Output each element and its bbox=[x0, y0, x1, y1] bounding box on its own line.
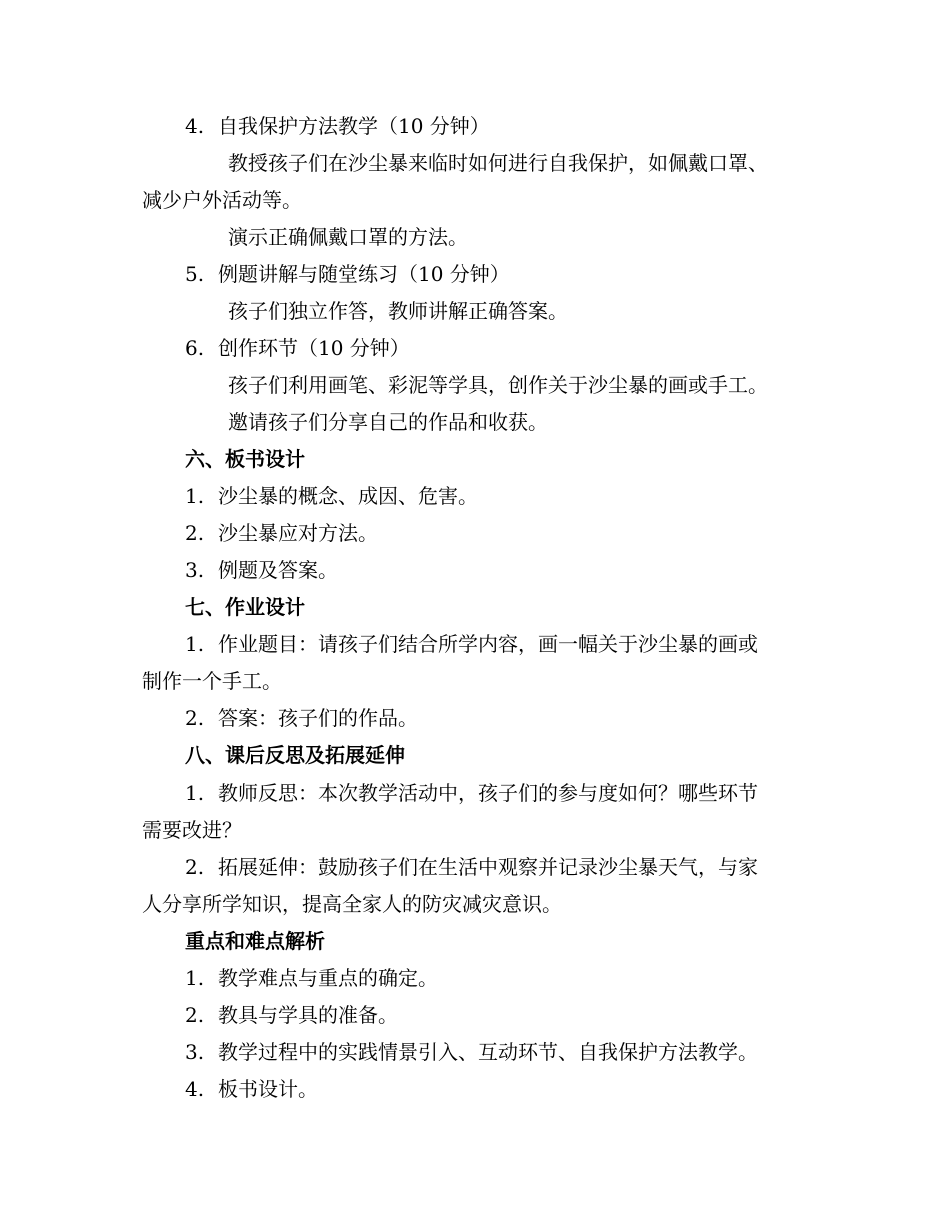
list-number: 2. bbox=[185, 855, 205, 879]
list-number: 1. bbox=[185, 966, 205, 990]
list-text: 教具与学具的准备。 bbox=[218, 1003, 398, 1027]
list-number: 2. bbox=[185, 1003, 205, 1027]
list-text: 教学难点与重点的确定。 bbox=[218, 966, 438, 990]
paragraph-line: 需要改进？ bbox=[142, 818, 242, 842]
paragraph-line: 减少户外活动等。 bbox=[142, 188, 302, 212]
list-text: 作业题目：请孩子们结合所学内容，画一幅关于沙尘暴的画或 bbox=[218, 632, 758, 656]
list-number: 1. bbox=[185, 632, 205, 656]
list-text: 例题及答案。 bbox=[218, 558, 338, 582]
section-heading-reflection: 八、课后反思及拓展延伸 bbox=[185, 743, 405, 767]
list-text: 自我保护方法教学（10 分钟） bbox=[218, 114, 490, 138]
list-item bbox=[185, 780, 758, 806]
list-number: 3. bbox=[185, 1040, 205, 1064]
list-number: 6. bbox=[185, 336, 205, 360]
list-item-creation bbox=[185, 335, 410, 361]
paragraph-line: 孩子们利用画笔、彩泥等学具，创作关于沙尘暴的画或手工。 bbox=[228, 373, 768, 397]
paragraph-line: 孩子们独立作答，教师讲解正确答案。 bbox=[228, 299, 568, 323]
list-text: 沙尘暴的概念、成因、危害。 bbox=[218, 484, 478, 508]
paragraph-line: 邀请孩子们分享自己的作品和收获。 bbox=[228, 410, 548, 434]
list-number: 2. bbox=[185, 706, 205, 730]
list-item bbox=[185, 1076, 318, 1102]
list-item-self-protection bbox=[185, 113, 490, 139]
list-number: 4. bbox=[185, 1077, 205, 1101]
list-item bbox=[185, 483, 478, 509]
list-text: 沙尘暴应对方法。 bbox=[218, 521, 378, 545]
section-heading-key-points: 重点和难点解析 bbox=[185, 929, 325, 953]
list-item bbox=[185, 854, 758, 880]
list-item bbox=[185, 1002, 398, 1028]
list-item bbox=[185, 520, 378, 546]
list-text: 拓展延伸：鼓励孩子们在生活中观察并记录沙尘暴天气，与家 bbox=[218, 855, 758, 879]
list-item bbox=[185, 705, 418, 731]
list-number: 2. bbox=[185, 521, 205, 545]
list-number: 1. bbox=[185, 781, 205, 805]
list-item bbox=[185, 965, 438, 991]
paragraph-line: 制作一个手工。 bbox=[142, 669, 282, 693]
list-number: 4. bbox=[185, 114, 205, 138]
list-text: 创作环节（10 分钟） bbox=[218, 336, 410, 360]
paragraph-line: 教授孩子们在沙尘暴来临时如何进行自我保护，如佩戴口罩、 bbox=[228, 151, 768, 175]
list-number: 5. bbox=[185, 262, 205, 286]
list-text: 板书设计。 bbox=[218, 1077, 318, 1101]
paragraph-line: 演示正确佩戴口罩的方法。 bbox=[228, 225, 468, 249]
list-text: 答案：孩子们的作品。 bbox=[218, 706, 418, 730]
list-text: 例题讲解与随堂练习（10 分钟） bbox=[218, 262, 510, 286]
list-number: 3. bbox=[185, 558, 205, 582]
list-item bbox=[185, 631, 758, 657]
list-text: 教师反思：本次教学活动中，孩子们的参与度如何？哪些环节 bbox=[218, 781, 758, 805]
list-text: 教学过程中的实践情景引入、互动环节、自我保护方法教学。 bbox=[218, 1040, 758, 1064]
list-item bbox=[185, 1039, 758, 1065]
section-heading-blackboard: 六、板书设计 bbox=[185, 447, 305, 471]
section-heading-homework: 七、作业设计 bbox=[185, 595, 305, 619]
paragraph-line: 人分享所学知识，提高全家人的防灾减灾意识。 bbox=[142, 892, 562, 916]
list-number: 1. bbox=[185, 484, 205, 508]
list-item-example-practice bbox=[185, 261, 510, 287]
list-item bbox=[185, 557, 338, 583]
